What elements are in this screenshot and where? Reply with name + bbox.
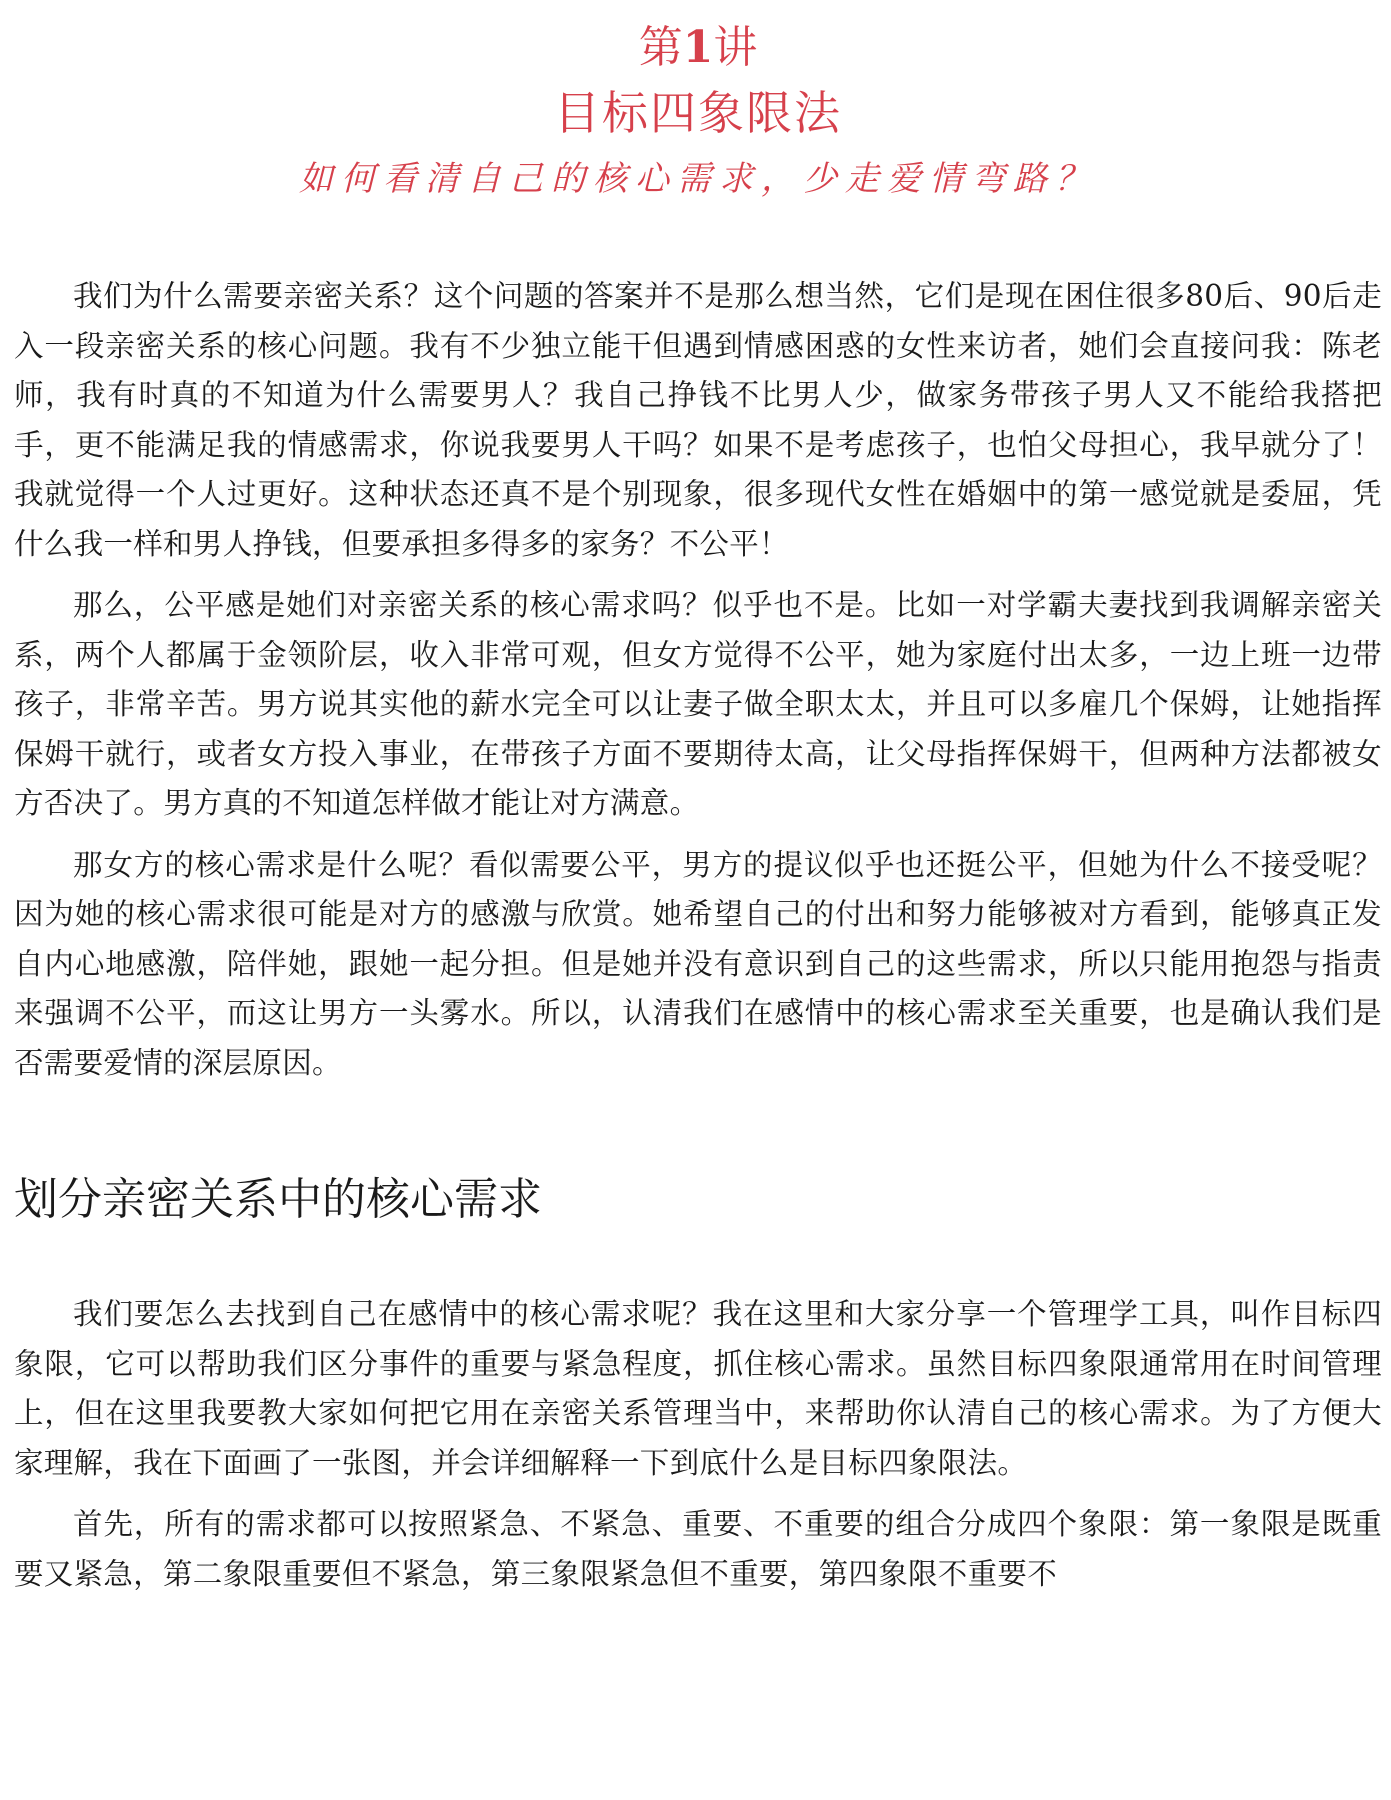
- chapter-suffix: 讲: [713, 22, 758, 73]
- chapter-subtitle: 如何看清自己的核心需求，少走爱情弯路？: [299, 159, 1097, 199]
- section-body: [14, 1290, 1382, 1599]
- paragraph: 我们要怎么去找到自己在感情中的核心需求呢？我在这里和大家分享一个管理学工具，叫作目标四象限，它可以帮助我们区分事件的重要与紧急程度，抓住核心需求。虽然目标四象限通常用在时间管理上，但在这里我要教大家如何把它用在亲密关系管理当中，来帮助你认清自己的核心需求。为了方便大家理解，我在下面画了一张图，并会详细解释一下到底什么是目标四象限法。: [14, 1297, 1382, 1480]
- paragraph: 首先，所有的需求都可以按照紧急、不紧急、重要、不重要的组合分成四个象限：第一象限是既重要又紧急，第二象限重要但不紧急，第三象限紧急但不重要，第四象限不重要不: [14, 1507, 1382, 1591]
- paragraph: 我们为什么需要亲密关系？这个问题的答案并不是那么想当然，它们是现在困住很多80后、90后走入一段亲密关系的核心问题。我有不少独立能干但遇到情感困惑的女性来访者，她们会直接问我：陈老师，我有时真的不知道为什么需要男人？我自己挣钱不比男人少，做家务带孩子男人又不能给我搭把手，更不能满足我的情感需求，你说我要男人干吗？如果不是考虑孩子，也怕父母担心，我早就分了！我就觉得一个人过更好。这种状态还真不是个别现象，很多现代女性在婚姻中的第一感觉就是委屈，凭什么我一样和男人挣钱，但要承担多得多的家务？不公平！: [14, 279, 1382, 561]
- paragraph: 那女方的核心需求是什么呢？看似需要公平，男方的提议似乎也还挺公平，但她为什么不接受呢？因为她的核心需求很可能是对方的感激与欣赏。她希望自己的付出和努力能够被对方看到，能够真正发自内心地感激，陪伴她，跟她一起分担。但是她并没有意识到自己的这些需求，所以只能用抱怨与指责来强调不公平，而这让男方一头雾水。所以，认清我们在感情中的核心需求至关重要，也是确认我们是否需要爱情的深层原因。: [14, 847, 1382, 1080]
- document-page: [14, 0, 1382, 1611]
- chapter-prefix: 第: [638, 22, 683, 73]
- chapter-header: [14, 0, 1382, 204]
- paragraph: 那么，公平感是她们对亲密关系的核心需求吗？似乎也不是。比如一对学霸夫妻找到我调解亲密关系，两个人都属于金领阶层，收入非常可观，但女方觉得不公平，她为家庭付出太多，一边上班一边带孩子，非常辛苦。男方说其实他的薪水完全可以让妻子做全职太太，并且可以多雇几个保姆，让她指挥保姆干就行，或者女方投入事业，在带孩子方面不要期待太高，让父母指挥保姆干，但两种方法都被女方否决了。男方真的不知道怎样做才能让对方满意。: [14, 588, 1382, 820]
- chapter-num: 1: [682, 22, 714, 73]
- section-heading: 划分亲密关系中的核心需求: [14, 1174, 542, 1225]
- intro-body: [14, 272, 1382, 1088]
- chapter-number: [14, 0, 1382, 74]
- chapter-title: 目标四象限法: [554, 86, 842, 140]
